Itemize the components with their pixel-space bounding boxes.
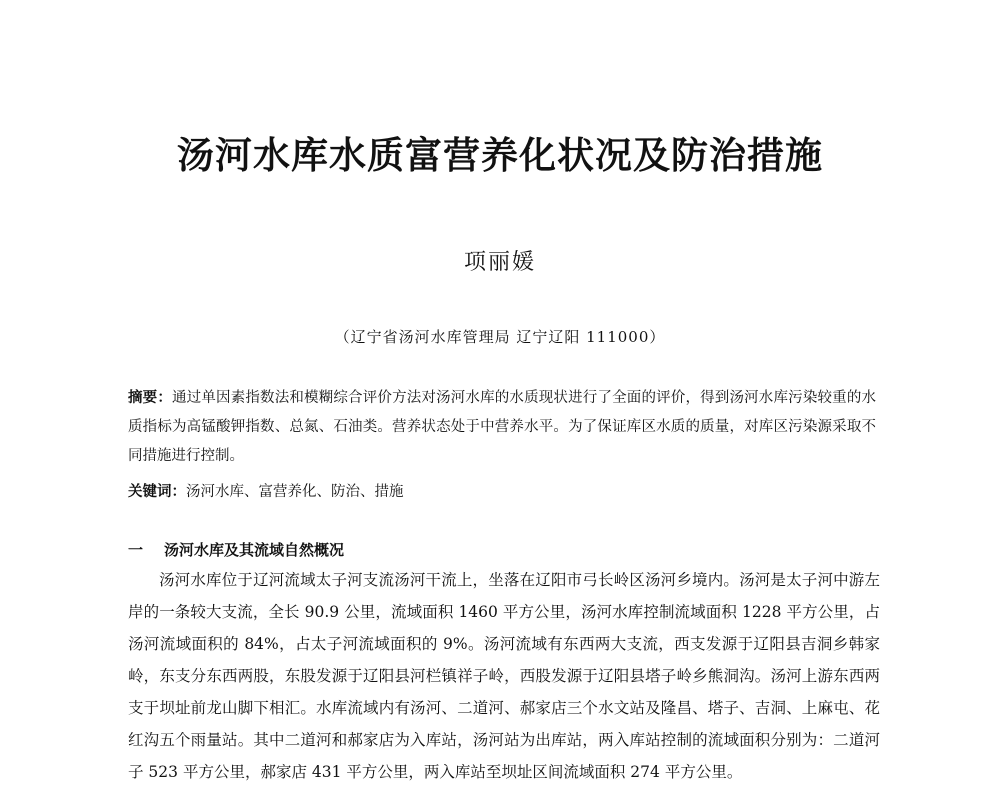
author-name: 项丽媛 [463, 250, 536, 275]
section-heading [128, 535, 876, 565]
abstract [128, 384, 876, 471]
abstract-label: 摘要： [128, 390, 173, 406]
section-title: 汤河水库及其流域自然概况 [164, 541, 345, 559]
section-paragraph: 汤河水库位于辽河流域太子河支流汤河干流上，坐落在辽阳市弓长岭区汤河乡境内。汤河是太子河中游左岸的一条较大支流，全长 90.9 公里，流域面积 1460 平方公里，汤河水库控制流域面积 1228 平方公里，占汤河流域面积的 84%，占太子河流域面积的 9%。汤河流域有东西两大支流，西支发源于辽阳县吉洞乡韩家岭，东支分东西两股，东股发源于辽阳县河栏镇祥子岭，西股发源于辽阳县塔子岭乡熊洞沟。汤河上游东西两支于坝址前龙山脚下相汇。水库流域内有汤河、二道河、郝家店三个水文站及隆昌、塔子、吉洞、上麻屯、花红沟五个雨量站。其中二道河和郝家店为入库站，汤河站为出库站，两入库站控制的流域面积分别为：二道河子 523 平方公里，郝家店 431 平方公里，两入库站至坝址区间流域面积 274 平方公里。 [128, 571, 880, 781]
keywords [128, 478, 876, 507]
keywords-text: 汤河水库、富营养化、防治、措施 [186, 484, 404, 500]
section-number: 一 [128, 541, 144, 559]
author-affiliation: （辽宁省汤河水库管理局 辽宁辽阳 111000） [334, 328, 666, 346]
keywords-label: 关键词： [128, 484, 186, 500]
abstract-text: 通过单因素指数法和模糊综合评价方法对汤河水库的水质现状进行了全面的评价，得到汤河水库污染较重的水质指标为高锰酸钾指数、总氮、石油类。营养状态处于中营养水平。为了保证库区水质的质量，对库区污染源采取不同措施进行控制。 [128, 390, 877, 464]
paper-title: 汤河水库水质富营养化状况及防治措施 [177, 134, 823, 177]
